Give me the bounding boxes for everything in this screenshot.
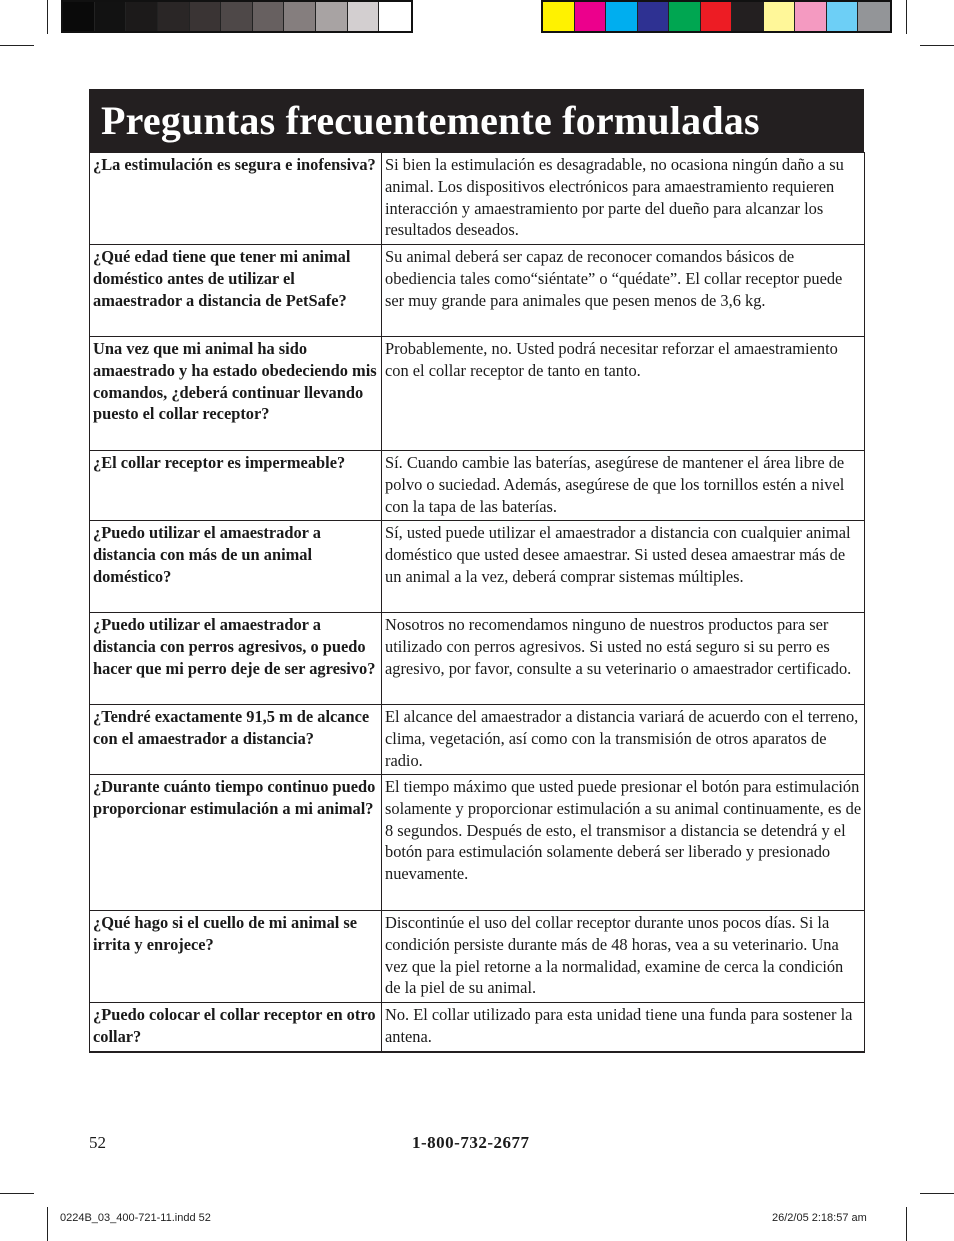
faq-question: ¿Puedo utilizar el amaestrador a distancia con más de un animal doméstico? [90,521,382,613]
faq-question: ¿El collar receptor es impermeable? [90,451,382,521]
color-swatch [764,2,796,31]
grayscale-calibration-bar [61,0,413,33]
faq-answer: Sí. Cuando cambie las baterías, asegúrese de mantener el área libre de polvo o suciedad. Además, asegúrese de que los tornillos estén a nivel con la tapa de las baterías. [382,451,865,521]
faq-table [89,152,865,1053]
faq-row [90,1003,865,1052]
gray-swatch [95,2,127,31]
color-calibration-bar [541,0,892,33]
crop-mark [47,0,48,34]
faq-question: ¿La estimulación es segura e inofensiva? [90,153,382,245]
faq-row [90,911,865,1003]
faq-question: ¿Qué hago si el cuello de mi animal se irrita y enrojece? [90,911,382,1003]
crop-mark [0,1193,34,1194]
crop-mark [906,0,907,34]
faq-question: Una vez que mi animal ha sido amaestrado y ha estado obedeciendo mis comandos, ¿deberá continuar llevando puesto el collar receptor? [90,337,382,451]
color-swatch [795,2,827,31]
crop-mark [0,45,34,46]
faq-row [90,705,865,775]
faq-question: ¿Durante cuánto tiempo continuo puedo proporcionar estimulación a mi animal? [90,775,382,911]
faq-row [90,613,865,705]
faq-answer: Probablemente, no. Usted podrá necesitar reforzar el amaestramiento con el collar receptor de tanto en tanto. [382,337,865,451]
faq-question: ¿Tendré exactamente 91,5 m de alcance con el amaestrador a distancia? [90,705,382,775]
crop-mark [47,1207,48,1241]
faq-answer: Sí, usted puede utilizar el amaestrador a distancia con cualquier animal doméstico que usted desee amaestrar. Si usted desea amaestrar más de un animal a la vez, deberá comprar sistemas múltiples. [382,521,865,613]
crop-mark [920,45,954,46]
faq-answer: Discontinúe el uso del collar receptor durante unos pocos días. Si la condición persiste durante más de 48 horas, vea a su veterinario. Una vez que la piel retorne a la normalidad, examine de cerca la condición de la piel de su animal. [382,911,865,1003]
page-title: Preguntas frecuentemente formuladas [89,89,864,152]
faq-row [90,245,865,337]
faq-row [90,337,865,451]
faq-answer: El alcance del amaestrador a distancia variará de acuerdo con el terreno, clima, vegetación, así como con la transmisión de otros aparatos de radio. [382,705,865,775]
gray-swatch [253,2,285,31]
gray-swatch [190,2,222,31]
color-swatch [543,2,575,31]
faq-question: ¿Qué edad tiene que tener mi animal doméstico antes de utilizar el amaestrador a distancia de PetSafe? [90,245,382,337]
gray-swatch [284,2,316,31]
color-swatch [858,2,890,31]
gray-swatch [63,2,95,31]
color-swatch [606,2,638,31]
faq-answer: Si bien la estimulación es desagradable, no ocasiona ningún daño a su animal. Los dispositivos electrónicos para amaestramiento requieren interacción y amaestramiento por parte del dueño para alcanzar los resultados deseados. [382,153,865,245]
gray-swatch [158,2,190,31]
color-swatch [732,2,764,31]
faq-row [90,521,865,613]
faq-answer: El tiempo máximo que usted puede presionar el botón para estimulación solamente y proporcionar estimulación a su animal continuamente, es de 8 segundos. Después de esto, el transmisor a distancia se detendrá y el botón para estimulación solamente deberá ser liberado y presionado nuevamente. [382,775,865,911]
color-swatch [827,2,859,31]
color-swatch [669,2,701,31]
gray-swatch [348,2,380,31]
gray-swatch [126,2,158,31]
faq-answer: No. El collar utilizado para esta unidad tiene una funda para sostener la antena. [382,1003,865,1052]
faq-row [90,451,865,521]
datetime-slug: 26/2/05 2:18:57 am [772,1212,867,1224]
faq-answer: Nosotros no recomendamos ninguno de nuestros productos para ser utilizado con perros agresivos. Si usted no está seguro si su perro es agresivo, por favor, consulte a su veterinario o amaestrador certificado. [382,613,865,705]
faq-question: ¿Puedo utilizar el amaestrador a distancia con perros agresivos, o puedo hacer que mi perro deje de ser agresivo? [90,613,382,705]
faq-question: ¿Puedo colocar el collar receptor en otro collar? [90,1003,382,1052]
faq-row [90,153,865,245]
color-swatch [575,2,607,31]
page-number: 52 [89,1133,106,1152]
file-slug: 0224B_03_400-721-11.indd 52 [60,1212,211,1224]
color-swatch [638,2,670,31]
crop-mark [906,1207,907,1241]
gray-swatch [316,2,348,31]
faq-answer: Su animal deberá ser capaz de reconocer comandos básicos de obediencia tales como“siéntate” o “quédate”. El collar receptor puede ser muy grande para animales que pesen menos de 3,6 kg. [382,245,865,337]
phone-number: 1-800-732-2677 [412,1133,530,1152]
gray-swatch [221,2,253,31]
gray-swatch [379,2,411,31]
color-swatch [701,2,733,31]
faq-row [90,775,865,911]
crop-mark [920,1193,954,1194]
